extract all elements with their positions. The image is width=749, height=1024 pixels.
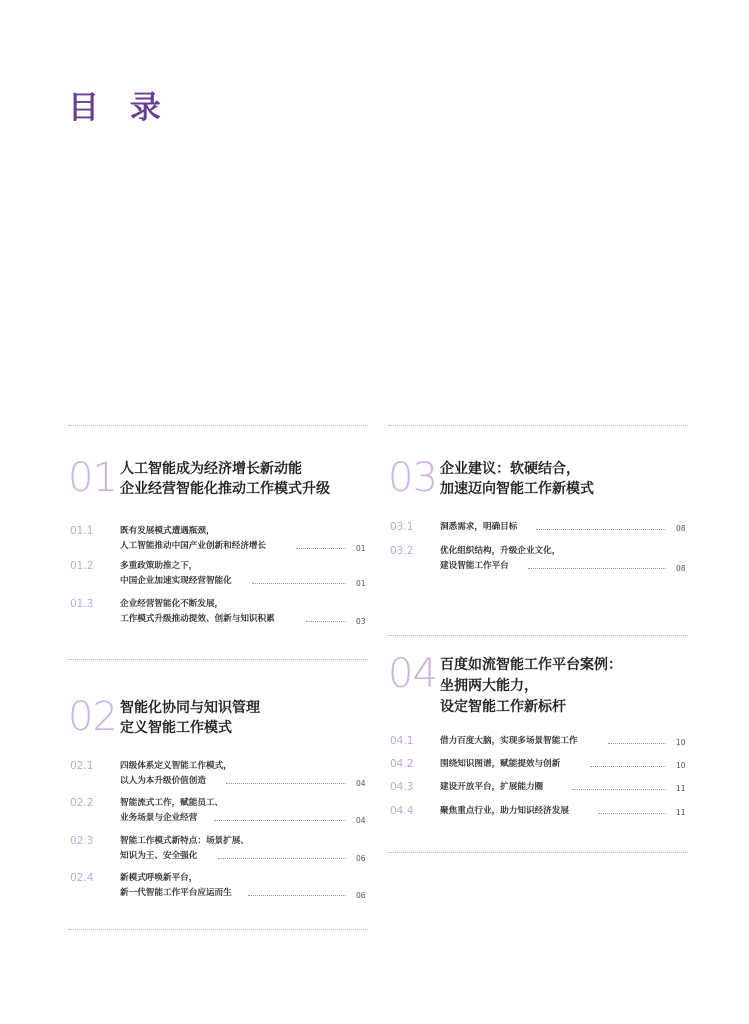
section-number: 03 (388, 455, 437, 501)
entry-number: 02.3 (70, 835, 94, 847)
entry-line: 企业经营智能化不断发展， (120, 599, 224, 609)
dot-leader (296, 548, 346, 549)
page-number: 03 (356, 617, 366, 626)
entry-number: 04.4 (390, 805, 414, 817)
toc-entry-02-3[interactable] (68, 834, 368, 868)
entry-number: 01.1 (70, 525, 94, 537)
entry-line: 新模式呼唤新平台， (120, 873, 198, 883)
page-number: 04 (356, 779, 366, 788)
divider-top-right (388, 425, 688, 426)
toc-entry-02-4[interactable] (68, 871, 368, 905)
entry-text (120, 597, 275, 627)
entry-line: 围绕知识图谱，赋能提效与创新 (440, 759, 561, 769)
dot-leader (226, 783, 346, 784)
divider-bottom-right (388, 852, 688, 853)
entry-text (120, 871, 232, 901)
toc-entry-01-1[interactable] (68, 524, 368, 558)
section-number: 02 (68, 694, 117, 740)
page-number: 08 (676, 524, 686, 533)
section-title-line: 人工智能成为经济增长新动能 (120, 461, 302, 477)
section-number: 04 (388, 651, 437, 697)
entry-line: 多重政策助推之下， (120, 561, 198, 571)
entry-number: 02.4 (70, 872, 94, 884)
divider-bottom-left (68, 929, 368, 930)
section-title-line: 智能化协同与知识管理 (120, 700, 260, 716)
entry-number: 02.2 (70, 797, 94, 809)
page-number: 10 (676, 761, 686, 770)
dot-leader (306, 621, 346, 622)
section-title-line: 企业建议：软硬结合， (440, 461, 580, 477)
toc-entry-01-2[interactable] (68, 559, 368, 593)
entry-text (440, 520, 517, 535)
dot-leader (536, 529, 666, 530)
entry-line: 聚焦重点行业，助力知识经济发展 (440, 806, 569, 816)
page-title: 目 录 (68, 90, 171, 126)
entry-line: 业务场景与企业经营 (120, 813, 198, 823)
entry-text (120, 834, 249, 864)
dot-leader (608, 743, 666, 744)
entry-text (440, 780, 543, 795)
entry-line: 知识为王、安全强化 (120, 851, 198, 861)
page-number: 06 (356, 854, 366, 863)
divider-mid-right (388, 635, 688, 636)
toc-entry-02-1[interactable] (68, 759, 368, 793)
divider-mid-left (68, 659, 368, 660)
entry-line: 建设智能工作平台 (440, 561, 509, 571)
dot-leader (252, 583, 346, 584)
entry-text (440, 734, 578, 749)
entry-line: 既有发展模式遭遇瓶颈， (120, 526, 215, 536)
dot-leader (528, 568, 666, 569)
entry-text (120, 559, 232, 589)
section-title (440, 655, 622, 718)
entry-line: 四级体系定义智能工作模式， (120, 761, 232, 771)
section-title-line: 设定智能工作新标杆 (440, 699, 566, 715)
section-title-line: 定义智能工作模式 (120, 720, 232, 736)
section-title-line: 百度如流智能工作平台案例： (440, 657, 622, 673)
entry-number: 03.2 (390, 545, 414, 557)
entry-line: 人工智能推动中国产业创新和经济增长 (120, 541, 267, 551)
entry-line: 智能流式工作，赋能员工、 (120, 798, 224, 808)
entry-text (120, 524, 266, 554)
page-number: 06 (356, 891, 366, 900)
page-number: 04 (356, 816, 366, 825)
entry-text (440, 544, 560, 574)
section-title-line: 企业经营智能化推动工作模式升级 (120, 481, 330, 497)
page-number: 01 (356, 544, 366, 553)
section-title-line: 加速迈向智能工作新模式 (440, 481, 594, 497)
entry-text (440, 757, 560, 772)
divider-top-left (68, 425, 368, 426)
entry-line: 以人为本升级价值创造 (120, 776, 206, 786)
section-title (120, 698, 260, 738)
toc-entry-01-3[interactable] (68, 597, 368, 631)
page-number: 11 (676, 784, 686, 793)
entry-line: 中国企业加速实现经营智能化 (120, 576, 232, 586)
toc-entry-02-2[interactable] (68, 796, 368, 830)
dot-leader (598, 813, 666, 814)
dot-leader (218, 858, 346, 859)
entry-line: 建设开放平台，扩展能力圈 (440, 782, 544, 792)
entry-text (120, 759, 232, 789)
entry-line: 新一代智能工作平台应运而生 (120, 888, 232, 898)
entry-number: 04.2 (390, 758, 414, 770)
dot-leader (572, 789, 666, 790)
toc-entry-04-4[interactable] (388, 804, 688, 838)
dot-leader (248, 895, 346, 896)
page-number: 10 (676, 738, 686, 747)
page-number: 11 (676, 808, 686, 817)
entry-number: 04.1 (390, 735, 414, 747)
entry-text (120, 796, 223, 826)
entry-line: 优化组织结构，升级企业文化， (440, 546, 561, 556)
entry-line: 洞悉需求，明确目标 (440, 522, 518, 532)
toc-entry-03-2[interactable] (388, 544, 688, 578)
entry-number: 03.1 (390, 521, 414, 533)
entry-number: 01.3 (70, 598, 94, 610)
page-number: 08 (676, 564, 686, 573)
dot-leader (590, 766, 666, 767)
section-number: 01 (68, 455, 117, 501)
entry-number: 02.1 (70, 760, 94, 772)
section-title-line: 坐拥两大能力， (440, 678, 538, 694)
page-number: 01 (356, 579, 366, 588)
section-title (440, 459, 594, 499)
entry-line: 工作模式升级推动提效、创新与知识积累 (120, 614, 275, 624)
entry-text (440, 804, 569, 819)
dot-leader (214, 820, 346, 821)
entry-number: 01.2 (70, 560, 94, 572)
entry-line: 借力百度大脑，实现多场景智能工作 (440, 736, 578, 746)
section-title (120, 459, 330, 499)
entry-line: 智能工作模式新特点：场景扩展、 (120, 836, 249, 846)
entry-number: 04.3 (390, 781, 414, 793)
